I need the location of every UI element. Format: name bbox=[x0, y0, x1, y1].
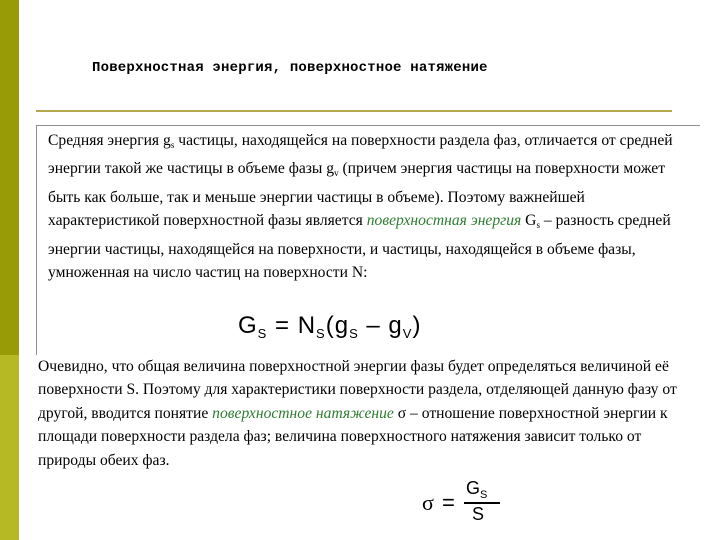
f1-minus: – g bbox=[358, 312, 403, 339]
f2-num-G: G bbox=[466, 478, 481, 498]
accent-bar-bottom bbox=[0, 355, 19, 540]
f2-num-sub: S bbox=[480, 489, 488, 501]
formula-surface-energy bbox=[238, 312, 421, 341]
f1-G-sub: S bbox=[257, 326, 268, 341]
f1-N: N bbox=[297, 312, 317, 339]
p2-text-1: Очевидно, что общая величина поверхностной энергии фазы будет определяться величиной её поверхности S. Поэтому для характеристики поверхности раздела, отделяющей данную фазу от другой, вводится понятие bbox=[38, 358, 677, 422]
paragraph-surface-tension bbox=[38, 355, 703, 472]
f2-numerator bbox=[466, 478, 487, 501]
f1-close: ) bbox=[412, 312, 422, 339]
term-surface-tension: поверхностное натяжение bbox=[212, 404, 394, 422]
p1-text-1: Средняя энергия g bbox=[48, 132, 171, 149]
f2-sigma: σ bbox=[422, 490, 434, 515]
p1-text-3: (причем энергия частицы на поверхности может быть как больше, так и меньше энергии частицы в объеме). Поэтому важнейшей характеристикой поверхностной фазы является bbox=[48, 160, 666, 230]
p1-sub-v: v bbox=[334, 168, 339, 179]
f1-g-sub-1: S bbox=[349, 326, 359, 341]
f1-open: (g bbox=[325, 312, 350, 339]
p1-text-5: – разность средней энергии частицы, находящейся на поверхности, и частицы, находящейся в объеме фазы, умноженная на число частиц на поверхности N: bbox=[48, 212, 671, 282]
f1-eq: = bbox=[267, 312, 291, 339]
f1-g-sub-2: V bbox=[402, 326, 413, 341]
p1-sub-s: s bbox=[170, 140, 175, 150]
formula-surface-tension bbox=[422, 478, 502, 528]
slide-title: Поверхностная энергия, поверхностное натяжение bbox=[92, 60, 488, 76]
p1-text-2: частицы, находящейся на поверхности раздела фаз, отличается от средней энергии такой же частицы в объеме фазы g bbox=[48, 132, 673, 178]
paragraph-surface-energy bbox=[48, 129, 698, 284]
f1-N-sub: S bbox=[316, 326, 326, 341]
f2-eq: = bbox=[442, 490, 455, 515]
term-surface-energy: поверхностная энергия bbox=[366, 212, 522, 230]
accent-bar-top bbox=[0, 0, 19, 355]
f1-G: G bbox=[238, 312, 258, 339]
p1-text-4: G bbox=[521, 212, 537, 230]
p1-sub-Gs: s bbox=[536, 220, 540, 231]
p2-text-2: σ – отношение поверхностной энергии к площади поверхности раздела фаз; величина поверхностного натяжения зависит только от природы обеих фаз. bbox=[38, 404, 668, 469]
title-divider bbox=[36, 110, 672, 112]
f2-denominator: S bbox=[472, 504, 485, 524]
